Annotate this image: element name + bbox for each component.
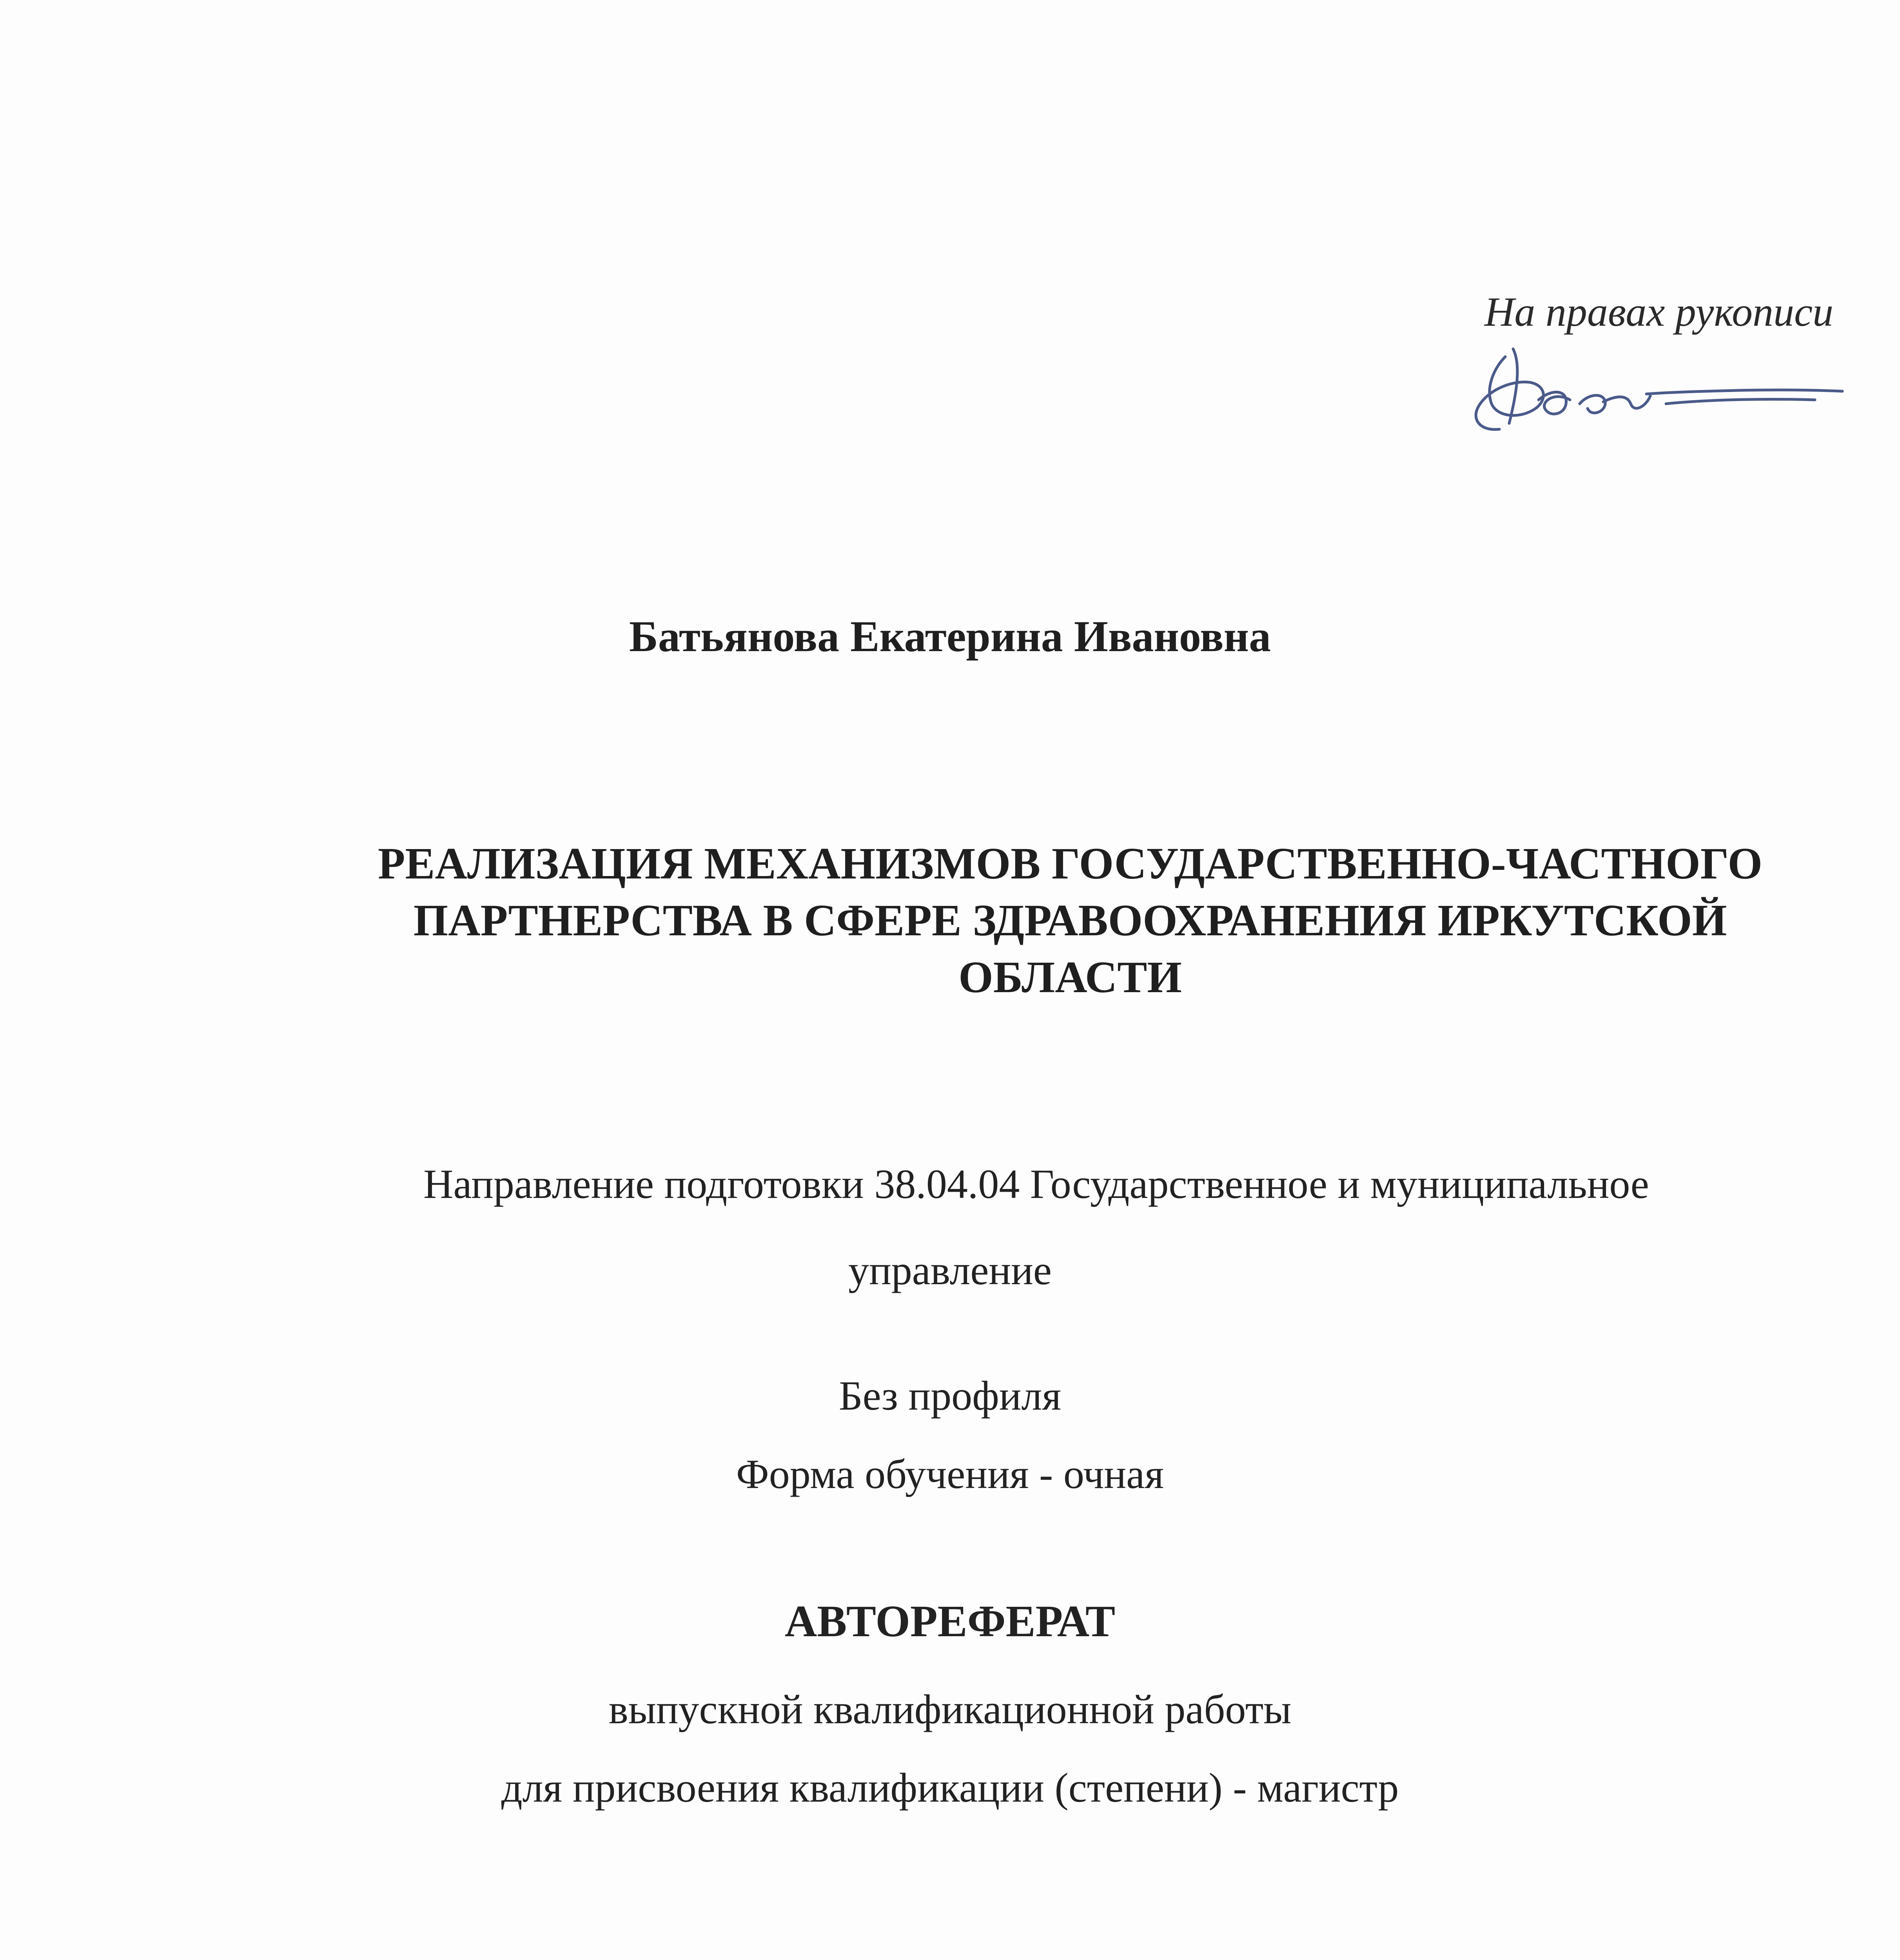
document-purpose-continued: для присвоения квалификации (степени) - магистр <box>501 1765 1399 1811</box>
document-type: АВТОРЕФЕРАТ <box>784 1596 1116 1646</box>
thesis-title <box>306 835 1835 1005</box>
author-name: Батьянова Екатерина Ивановна <box>629 612 1271 661</box>
thesis-title-line: ПАРТНЕРСТВА В СФЕРЕ ЗДРАВООХРАНЕНИЯ ИРКУТСКОЙ <box>413 895 1727 945</box>
signature <box>1462 341 1850 443</box>
thesis-title-line: ОБЛАСТИ <box>958 952 1182 1002</box>
training-direction: Направление подготовки 38.04.04 Государственное и муниципальное <box>423 1161 1649 1207</box>
document-purpose: выпускной квалификационной работы <box>608 1686 1292 1732</box>
thesis-title-line: РЕАЛИЗАЦИЯ МЕХАНИЗМОВ ГОСУДАРСТВЕННО-ЧАСТНОГО <box>377 838 1763 888</box>
study-form: Форма обучения - очная <box>736 1451 1164 1497</box>
rights-note: На правах рукописи <box>1484 289 1833 335</box>
profile: Без профиля <box>838 1373 1062 1419</box>
training-direction-continued: управление <box>848 1247 1052 1293</box>
